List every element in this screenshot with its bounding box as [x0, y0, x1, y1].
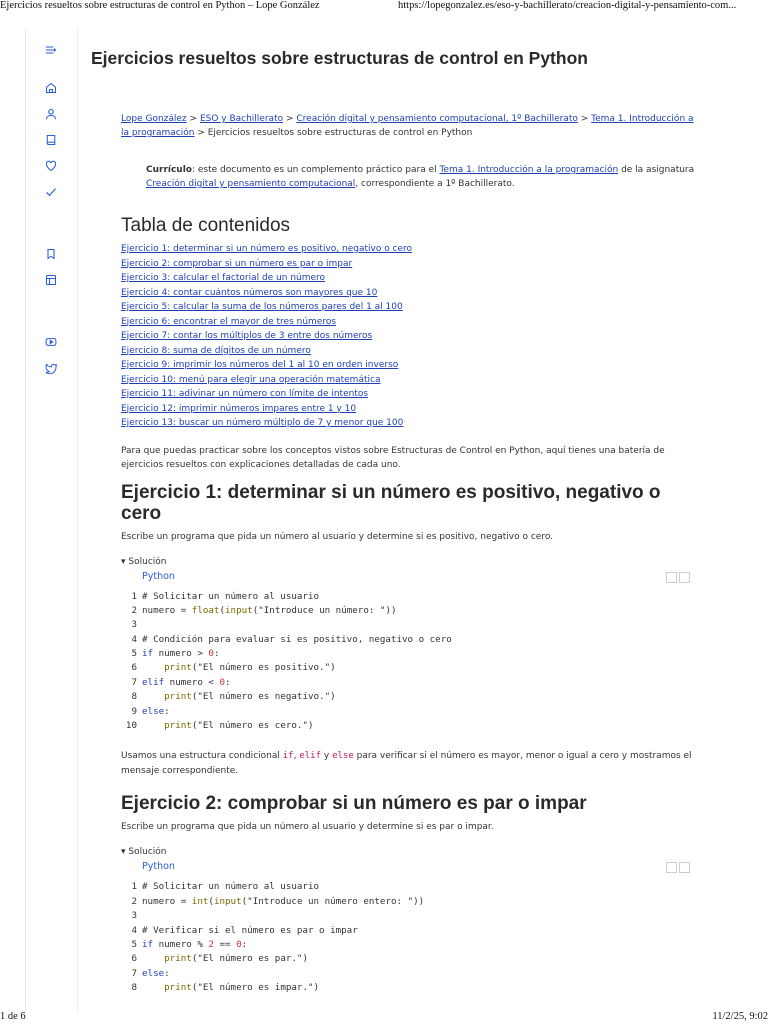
code-line	[121, 590, 696, 604]
toc-link[interactable]: Ejercicio 12: imprimir números impares entre 1 y 10	[121, 403, 357, 414]
solution-toggle[interactable]: ▾ Solución	[121, 556, 167, 567]
code-lines	[121, 590, 696, 734]
curriculo-note	[146, 163, 696, 191]
code-text	[142, 981, 319, 995]
code-token: 0	[208, 648, 214, 660]
line-number: 2	[131, 604, 137, 616]
code-token: print	[164, 720, 192, 732]
line-number: 9	[131, 705, 137, 717]
code-token: 0	[236, 938, 242, 950]
toc-link[interactable]: Ejercicio 4: contar cuántos números son mayores que 10	[121, 287, 378, 298]
code-token: ("Introduce un número: "))	[252, 604, 397, 616]
toc-item	[121, 300, 696, 315]
youtube-icon[interactable]	[42, 333, 60, 351]
line-number: 7	[131, 676, 137, 688]
code-text	[142, 676, 231, 690]
code-token: if	[142, 938, 154, 950]
breadcrumb-link-eso[interactable]: ESO y Bachillerato	[199, 114, 284, 124]
curriculo-link-tema[interactable]: Tema 1. Introducción a la programación	[439, 165, 619, 175]
code-token: input	[225, 604, 253, 616]
code-line	[121, 895, 696, 909]
exercise-1-explanation	[121, 749, 696, 779]
code-lines	[121, 880, 696, 995]
line-number: 8	[131, 691, 137, 703]
code-line	[121, 633, 696, 647]
code-line	[121, 647, 696, 661]
code-line	[121, 690, 696, 704]
inline-keyword: if	[282, 751, 294, 762]
breadcrumb-current: Ejercicios resueltos sobre estructuras de control en Python	[207, 128, 473, 138]
toc-item	[121, 315, 696, 330]
line-number: 4	[131, 633, 137, 645]
code-line	[121, 719, 696, 733]
code-token: (	[219, 604, 226, 616]
copy-icon[interactable]	[679, 862, 690, 873]
exercise-1-description: Escribe un programa que pida un número al usuario y determine si es positivo, negativo o cero.	[121, 531, 554, 542]
line-number: 7	[131, 967, 137, 979]
toc-link[interactable]: Ejercicio 5: calcular la suma de los números pares del 1 al 100	[121, 302, 403, 312]
copy-controls	[666, 862, 690, 873]
exercise-2-description: Escribe un programa que pida un número al usuario y determine si es par o impar.	[121, 822, 494, 833]
code-token: # Condición para evaluar si es positivo, negativo o cero	[142, 633, 452, 645]
breadcrumb-separator: >	[283, 114, 297, 124]
line-number: 1	[131, 881, 137, 893]
code-token	[142, 982, 164, 993]
code-text	[142, 604, 397, 618]
code-text	[142, 647, 220, 661]
code-token: :	[164, 705, 170, 717]
curriculo-text: : este documento es un complemento práctico para el	[191, 165, 440, 175]
code-block	[121, 861, 696, 995]
check-icon[interactable]	[42, 183, 60, 201]
code-token: # Solicitar un número al usuario	[142, 881, 320, 893]
toc-link[interactable]: Ejercicio 7: contar los múltiplos de 3 entre dos números	[121, 331, 373, 341]
code-token: (	[208, 895, 214, 907]
line-number: 10	[125, 720, 137, 732]
code-text	[142, 633, 452, 647]
toc-link[interactable]: Ejercicio 2: comprobar si un número es par o impar	[121, 258, 353, 269]
user-icon[interactable]	[42, 105, 60, 123]
home-icon[interactable]	[42, 79, 60, 97]
breadcrumb-link-tema[interactable]: Tema 1. Introducción a la programación	[121, 114, 694, 138]
code-token: float	[191, 604, 220, 616]
code-token: :	[241, 938, 248, 950]
toc-link[interactable]: Ejercicio 11: adivinar un número con límite de intentos	[121, 389, 369, 399]
code-line	[121, 880, 696, 894]
bookmark-icon[interactable]	[42, 245, 60, 263]
code-line	[121, 909, 696, 923]
inline-keyword: elif	[299, 751, 321, 762]
exercise-2-heading: Ejercicio 2: comprobar si un número es par o impar	[121, 793, 587, 815]
curriculo-text: de la asignatura	[618, 165, 695, 175]
code-token: :	[164, 967, 170, 979]
inline-keyword: else	[332, 751, 354, 762]
line-number: 5	[131, 938, 137, 950]
toc-item	[121, 344, 696, 359]
curriculo-label: Currículo	[146, 165, 192, 175]
code-token: numero %	[153, 938, 209, 950]
toc-link[interactable]: Ejercicio 10: menú para elegir una operación matemática	[121, 374, 381, 385]
code-token: elif	[142, 676, 165, 688]
code-text	[142, 705, 170, 719]
code-language: Python	[142, 570, 175, 582]
toc-item	[121, 329, 696, 344]
code-token: numero >	[153, 648, 209, 660]
main-content	[121, 112, 696, 996]
copy-icon[interactable]	[666, 862, 677, 873]
line-number: 1	[131, 590, 137, 602]
code-token	[142, 953, 164, 964]
code-token: else	[142, 967, 165, 979]
line-number: 6	[131, 953, 137, 965]
breadcrumb-separator: >	[194, 128, 208, 138]
toc-item	[121, 358, 696, 373]
code-token: ("El número es cero.")	[191, 720, 314, 732]
code-token: print	[164, 953, 192, 965]
code-text	[142, 880, 319, 894]
toc-link[interactable]: Ejercicio 3: calcular el factorial de un número	[121, 273, 326, 283]
code-token: print	[164, 662, 192, 674]
code-token: # Verificar si el número es par o impar	[142, 924, 358, 936]
toc-item	[121, 286, 696, 301]
copy-icon[interactable]	[666, 572, 677, 583]
explanation-text: para verificar si el número es mayor, menor o igual a cero y mostramos el mensaje correspondiente.	[121, 751, 692, 777]
code-token: int	[191, 895, 209, 907]
toc-list	[121, 242, 696, 431]
toc-item	[121, 257, 696, 272]
code-line	[121, 676, 696, 690]
code-token: # Solicitar un número al usuario	[142, 590, 320, 602]
code-text	[142, 938, 247, 952]
line-number: 2	[131, 895, 137, 907]
code-line	[121, 661, 696, 675]
breadcrumb-separator: >	[186, 114, 200, 124]
code-text	[142, 924, 358, 938]
code-token: ==	[213, 938, 237, 950]
code-line	[121, 618, 696, 632]
toc-item	[121, 242, 696, 257]
line-number: 6	[131, 662, 137, 674]
code-line	[121, 967, 696, 981]
code-token: 0	[219, 676, 226, 688]
code-line	[121, 705, 696, 719]
code-token: input	[213, 895, 242, 907]
collapse-menu-icon[interactable]	[42, 41, 60, 59]
toc-link[interactable]: Ejercicio 1: determinar si un número es positivo, negativo o cero	[121, 244, 413, 254]
code-text	[142, 895, 424, 909]
heart-icon[interactable]	[42, 157, 60, 175]
code-token: ("El número es positivo.")	[191, 662, 336, 674]
code-token: numero <	[164, 676, 220, 688]
toc-item	[121, 271, 696, 286]
breadcrumb	[121, 112, 696, 140]
toc-link[interactable]: Ejercicio 8: suma de dígitos de un número	[121, 345, 311, 356]
code-token: numero =	[142, 604, 192, 616]
code-token: 2	[208, 938, 214, 950]
code-text	[142, 661, 336, 675]
breadcrumb-link-home[interactable]: Lope González	[121, 114, 187, 124]
line-number: 4	[131, 924, 137, 936]
toc-link[interactable]: Ejercicio 6: encontrar el mayor de tres números	[121, 316, 337, 327]
code-line	[121, 924, 696, 938]
breadcrumb-link-subject[interactable]: Creación digital y pensamiento computacional, 1º Bachillerato	[296, 114, 578, 124]
explanation-text: ,	[293, 751, 300, 762]
solution-label: Solución	[128, 847, 167, 858]
print-footer	[0, 1011, 768, 1024]
code-text	[142, 967, 170, 981]
code-line	[121, 981, 696, 995]
code-line	[121, 938, 696, 952]
toc-item	[121, 416, 696, 431]
intro-paragraph: Para que puedas practicar sobre los conceptos vistos sobre Estructuras de Control en Python, aquí tienes una batería de ejercicios resueltos con explicaciones detalladas de cada uno.	[121, 445, 665, 470]
layout-icon[interactable]	[42, 271, 60, 289]
print-datetime: 11/2/25, 9:02	[712, 1011, 768, 1022]
curriculo-link-subject[interactable]: Creación digital y pensamiento computacional	[146, 179, 356, 189]
line-number: 3	[131, 910, 137, 922]
code-token: print	[164, 691, 192, 703]
code-text	[142, 952, 308, 966]
toc-heading: Tabla de contenidos	[121, 215, 291, 236]
toc-item	[121, 402, 696, 417]
code-token	[142, 691, 164, 702]
exercise-1-heading: Ejercicio 1: determinar si un número es positivo, negativo o cero	[121, 481, 661, 524]
code-language: Python	[142, 861, 175, 873]
code-token: ("Introduce un número entero: "))	[241, 895, 425, 907]
print-page-number: 1 de 6	[0, 1011, 26, 1022]
code-line	[121, 604, 696, 618]
code-token: :	[213, 648, 220, 660]
explanation-text: y	[321, 751, 333, 762]
toc-link[interactable]: Ejercicio 13: buscar un número múltiplo de 7 y menor que 100	[121, 418, 404, 428]
code-token: ("El número es par.")	[191, 953, 308, 965]
print-page-title: Ejercicios resueltos sobre estructuras de control en Python – Lope González	[0, 0, 320, 11]
solution-label: Solución	[128, 556, 167, 567]
curriculo-text: , correspondiente a 1º Bachillerato.	[355, 179, 515, 189]
code-token: :	[225, 676, 231, 688]
page-title: Ejercicios resueltos sobre estructuras de control en Python	[91, 48, 588, 68]
code-token: numero =	[142, 895, 192, 907]
code-token: print	[164, 982, 192, 994]
breadcrumb-separator: >	[577, 114, 592, 124]
book-icon[interactable]	[42, 131, 60, 149]
code-text	[142, 590, 319, 604]
code-token	[142, 662, 164, 673]
explanation-text: Usamos una estructura condicional	[121, 751, 283, 762]
print-page-url: https://lopegonzalez.es/eso-y-bachillerato/creacion-digital-y-pensamiento-com...	[398, 0, 737, 11]
code-token: else	[142, 705, 165, 717]
code-token: ("El número es impar.")	[191, 982, 320, 994]
code-text	[142, 690, 336, 704]
copy-controls	[666, 572, 690, 583]
print-header	[0, 0, 768, 14]
code-token	[142, 720, 164, 731]
code-token: if	[142, 648, 154, 660]
line-number: 3	[131, 619, 137, 631]
twitter-icon[interactable]	[42, 359, 60, 377]
code-line	[121, 952, 696, 966]
sidebar	[25, 28, 78, 1011]
toc-link[interactable]: Ejercicio 9: imprimir los números del 1 al 10 en orden inverso	[121, 360, 399, 370]
copy-icon[interactable]	[679, 572, 690, 583]
code-token: ("El número es negativo.")	[191, 691, 336, 703]
line-number: 8	[131, 982, 137, 994]
solution-toggle[interactable]: ▾ Solución	[121, 847, 167, 858]
code-block	[121, 571, 696, 734]
toc-item	[121, 373, 696, 388]
code-text	[142, 719, 314, 733]
line-number: 5	[131, 648, 137, 660]
toc-item	[121, 387, 696, 402]
